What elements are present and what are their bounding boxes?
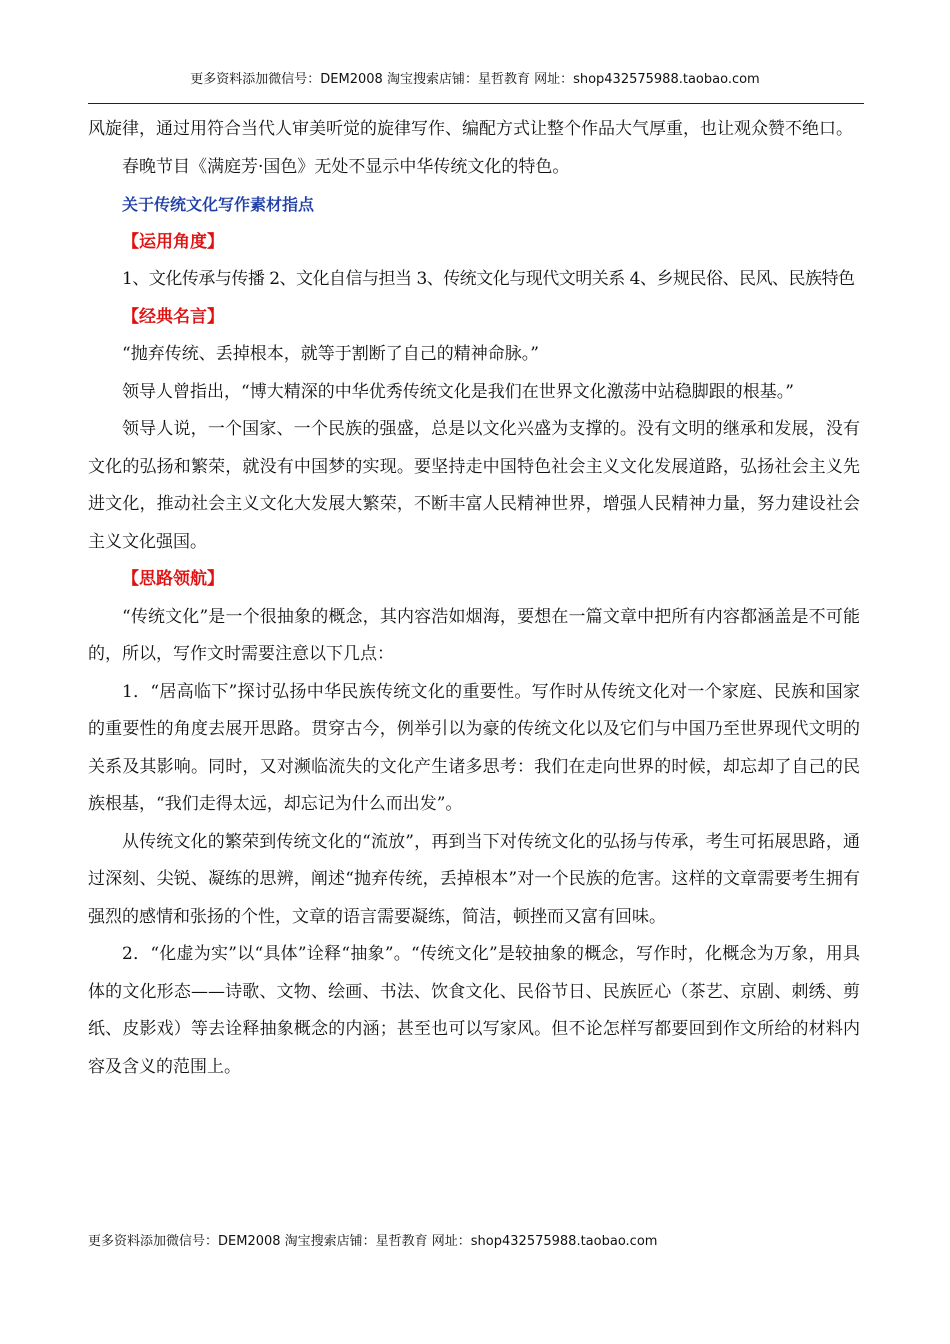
quote-3: 领导人说，一个国家、一个民族的强盛，总是以文化兴盛为支撑的。没有文明的继承和发展，没有文化的弘扬和繁荣，就没有中国梦的实现。要坚持走中国特色社会主义文化发展道路，弘扬社会主义先进文化，推动社会主义文化大发展大繁荣，不断丰富人民精神世界，增强人民精神力量，努力建设社会主义文化强国。	[88, 419, 860, 552]
document-body	[88, 111, 868, 1086]
heading-usage-angles: 【运用角度】	[122, 231, 224, 252]
quote-2: 领导人曾指出，“博大精深的中华优秀传统文化是我们在世界文化激荡中站稳脚跟的根基。”	[122, 381, 794, 402]
page-footer: 更多资料添加微信号：DEM2008 淘宝搜索店铺：星哲教育 网址：shop432575988.taobao.com	[88, 1234, 658, 1249]
heading-ideas: 【思路领航】	[122, 569, 224, 589]
heading-classic-quotes: 【经典名言】	[122, 306, 224, 327]
paragraph-intro: 风旋律，通过用符合当代人审美听觉的旋律写作、编配方式让整个作品大气厚重，也让观众赞不绝口。	[88, 119, 853, 139]
paragraph-usage-angles: 1、文化传承与传播 2、文化自信与担当 3、传统文化与现代文明关系 4、乡规民俗、民风、民族特色	[122, 269, 855, 289]
paragraph-idea-1-extension: 从传统文化的繁荣到传统文化的“流放”，再到当下对传统文化的弘扬与传承，考生可拓展思路，通过深刻、尖锐、凝练的思辨，阐述“抛弃传统，丢掉根本”对一个民族的危害。这样的文章需要考生拥有强烈的感情和张扬的个性，文章的语言需要凝练，简洁，顿挫而又富有回味。	[88, 831, 860, 927]
paragraph-program: 春晚节目《满庭芳·国色》无处不显示中华传统文化的特色。	[122, 156, 570, 177]
section-title: 关于传统文化写作素材指点	[122, 195, 315, 214]
page-header: 更多资料添加微信号：DEM2008 淘宝搜索店铺：星哲教育 网址：shop432575988.taobao.com	[190, 72, 760, 87]
quote-1: “抛弃传统、丢掉根本，就等于割断了自己的精神命脉。”	[122, 344, 539, 364]
paragraph-idea-2: 2．“化虚为实”以“具体”诠释“抽象”。“传统文化”是较抽象的概念，写作时，化概念为万象，用具体的文化形态——诗歌、文物、绘画、书法、饮食文化、民俗节日、民族匠心（茶艺、京剧、刺绣、剪纸、皮影戏）等去诠释抽象概念的内涵；甚至也可以写家风。但不论怎样写都要回到作文所给的材料内容及含义的范围上。	[88, 944, 860, 1077]
paragraph-ideas-intro: “传统文化”是一个很抽象的概念，其内容浩如烟海，要想在一篇文章中把所有内容都涵盖是不可能的，所以，写作文时需要注意以下几点：	[88, 606, 860, 664]
header-divider	[88, 103, 864, 104]
paragraph-idea-1: 1．“居高临下”探讨弘扬中华民族传统文化的重要性。写作时从传统文化对一个家庭、民族和国家的重要性的角度去展开思路。贯穿古今，例举引以为豪的传统文化以及它们与中国乃至世界现代文明的关系及其影响。同时，又对濒临流失的文化产生诸多思考：我们在走向世界的时候，却忘却了自己的民族根基，“我们走得太远，却忘记为什么而出发”。	[88, 681, 860, 814]
